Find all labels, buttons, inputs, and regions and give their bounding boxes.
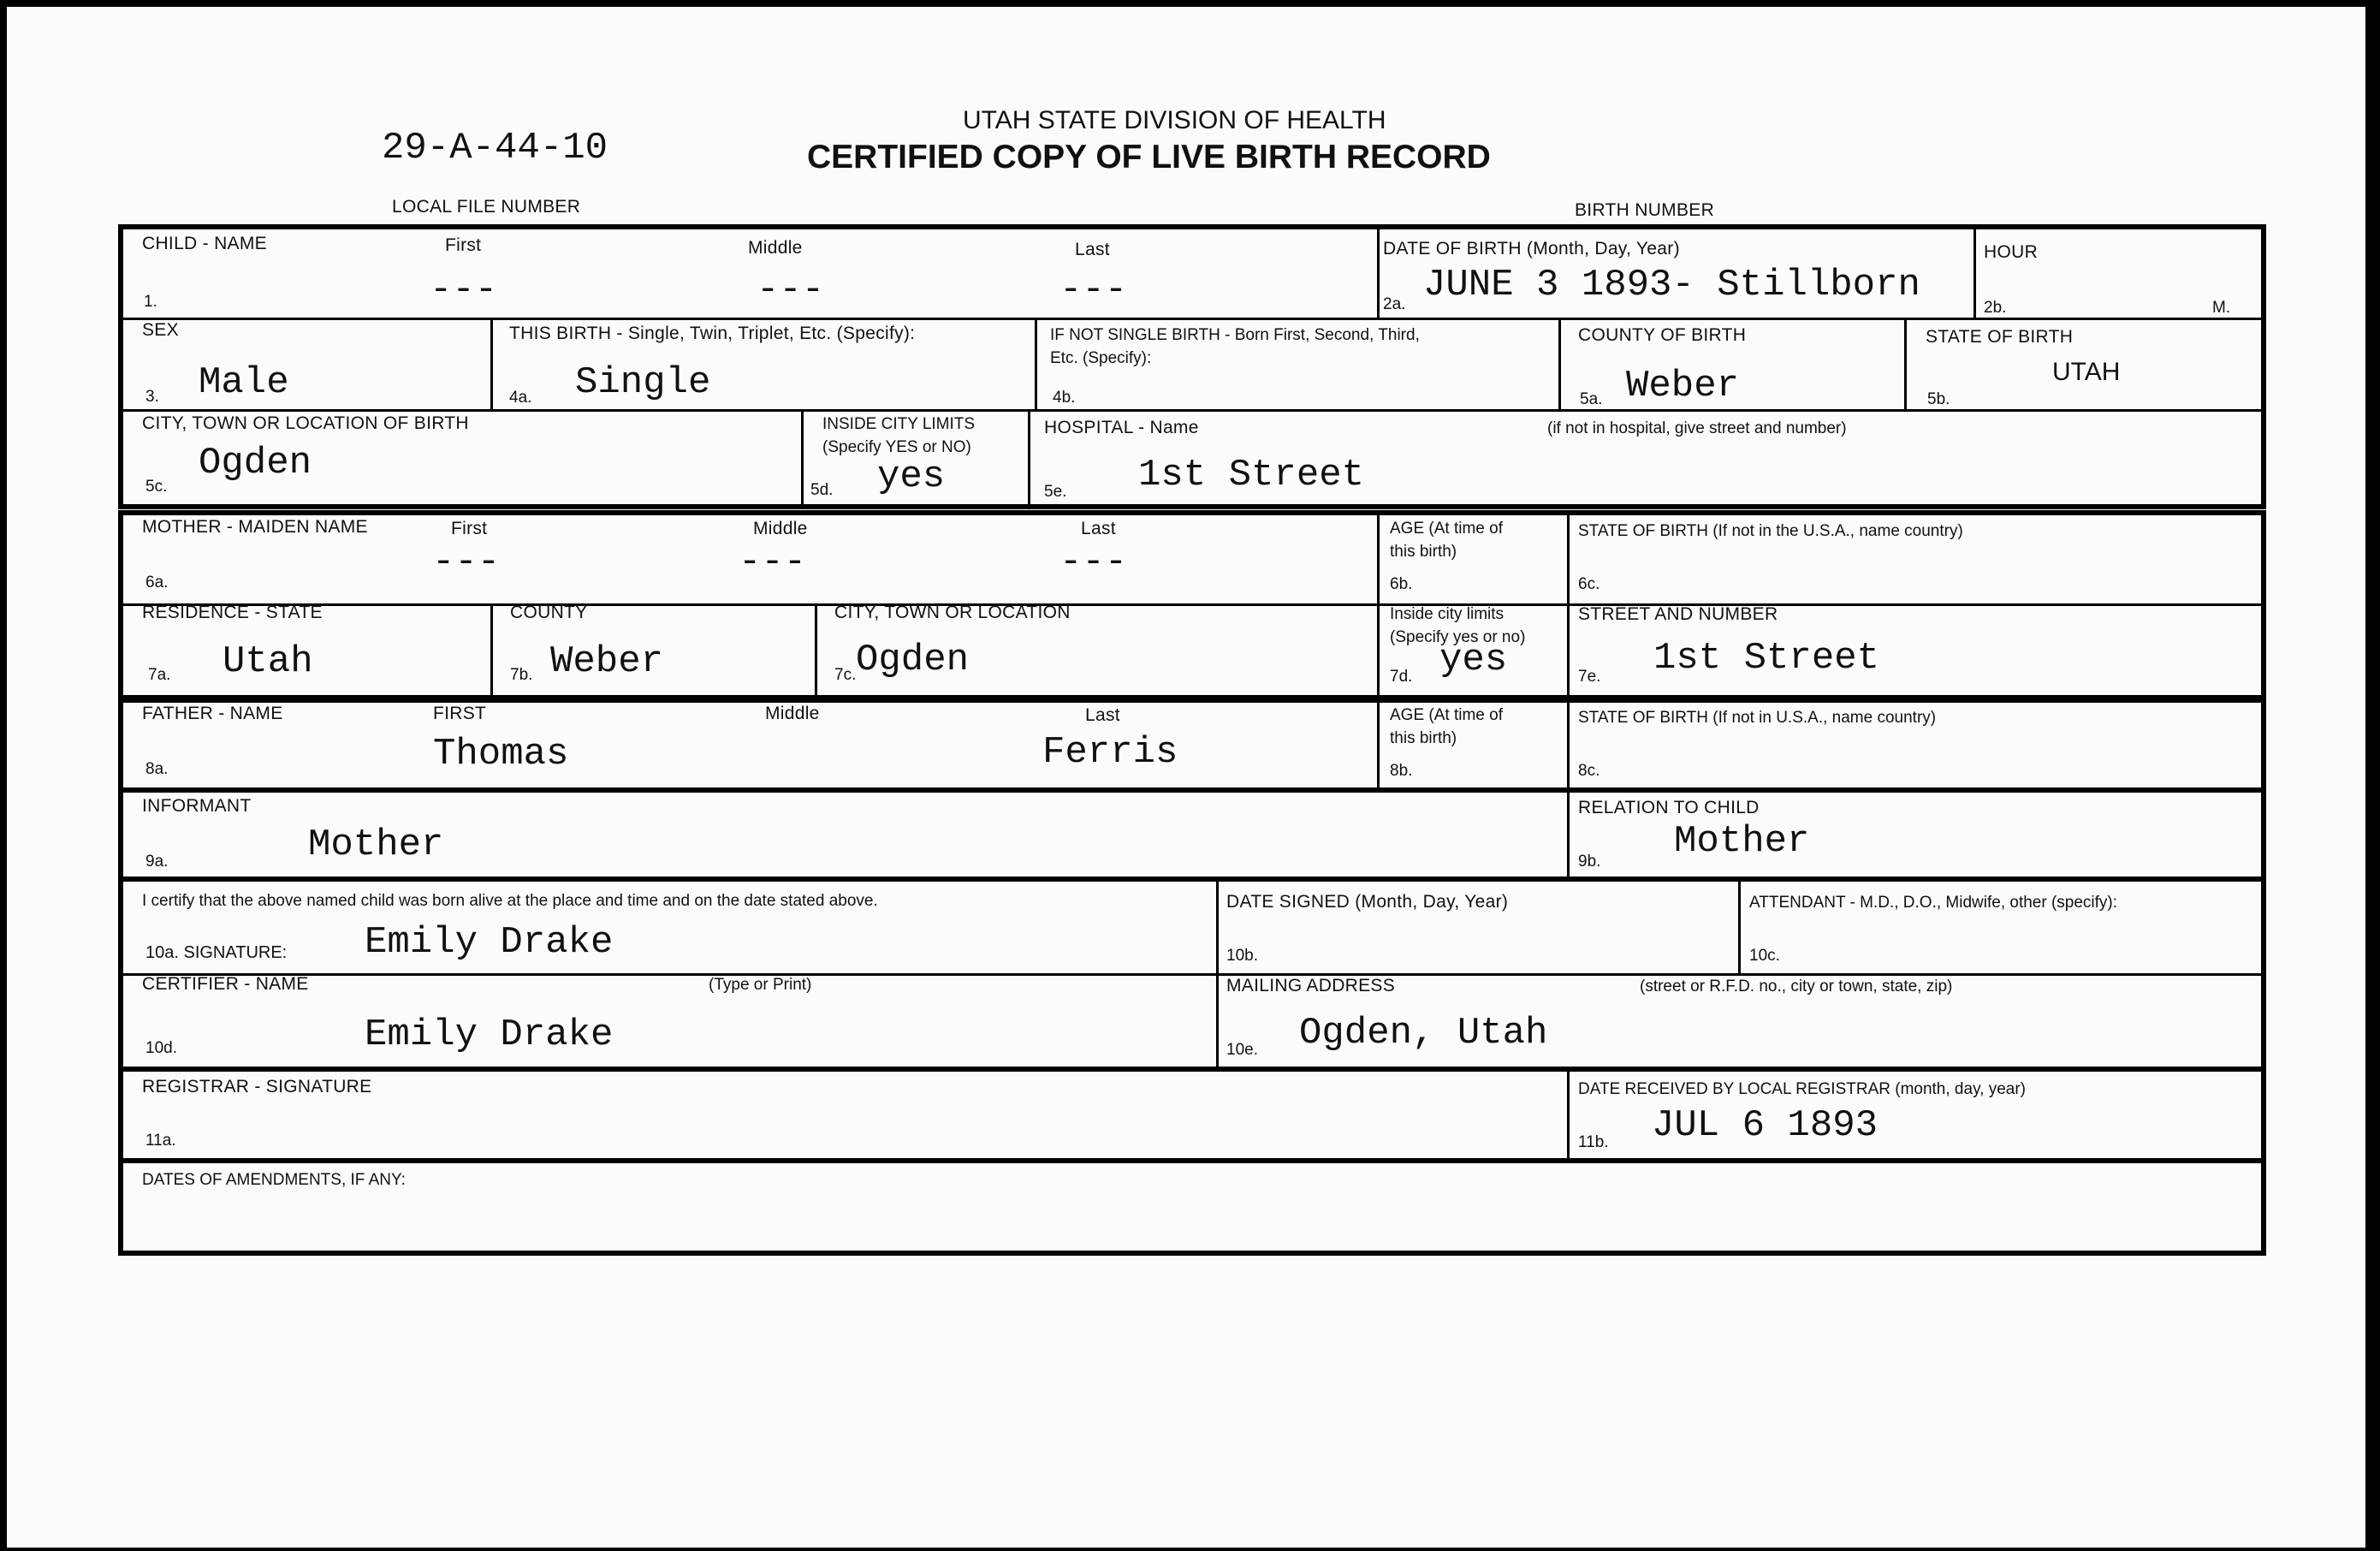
mother-name-label: MOTHER - MAIDEN NAME — [142, 517, 368, 537]
amendments-label: DATES OF AMENDMENTS, IF ANY: — [142, 1171, 406, 1189]
field-number: 8c. — [1578, 762, 1600, 780]
inside-city-limits-label-line: (Specify YES or NO) — [822, 438, 971, 456]
certification-statement: I certify that the above named child was born alive at the place and time and on the date stated above. — [142, 892, 878, 910]
father-state-of-birth-label: STATE OF BIRTH (If not in U.S.A., name country) — [1578, 709, 1937, 727]
mother-last-label: Last — [1081, 519, 1116, 538]
sex-label: SEX — [142, 320, 179, 340]
residence-county-value: Weber — [550, 640, 664, 683]
field-number: 5a. — [1580, 390, 1603, 408]
child-middle-name: --- — [757, 269, 825, 312]
mailing-address-value: Ogden, Utah — [1299, 1012, 1548, 1055]
mother-age-label — [1390, 517, 1503, 563]
local-file-number-label: LOCAL FILE NUMBER — [392, 197, 581, 217]
residence-state-label: RESIDENCE - STATE — [142, 603, 323, 622]
certifier-name-label: CERTIFIER - NAME — [142, 974, 309, 994]
field-number: 9a. — [145, 853, 169, 871]
registrar-signature-label: REGISTRAR - SIGNATURE — [142, 1077, 372, 1096]
mother-age-label-line: AGE (At time of — [1390, 520, 1503, 538]
field-number: 10b. — [1226, 947, 1258, 965]
father-name-label: FATHER - NAME — [142, 704, 283, 723]
field-number: 3. — [145, 388, 159, 406]
father-age-label — [1390, 704, 1503, 750]
field-number: 11b. — [1578, 1133, 1609, 1151]
city-of-birth-label: CITY, TOWN OR LOCATION OF BIRTH — [142, 413, 469, 433]
birth-order-label-line: Etc. (Specify): — [1050, 349, 1152, 367]
mother-state-of-birth-label: STATE OF BIRTH (If not in the U.S.A., name country) — [1578, 522, 1963, 540]
field-number: 8b. — [1390, 762, 1413, 780]
mother-first-label: First — [451, 519, 488, 538]
street-label: STREET AND NUMBER — [1578, 604, 1778, 624]
date-received-label: DATE RECEIVED BY LOCAL REGISTRAR (month, day, year) — [1578, 1080, 2027, 1098]
field-number: 5b. — [1927, 390, 1950, 408]
father-middle-label: Middle — [765, 704, 820, 723]
hospital-value: 1st Street — [1138, 454, 1365, 496]
date-signed-label: DATE SIGNED (Month, Day, Year) — [1226, 892, 1509, 912]
birth-order-label — [1050, 324, 1420, 370]
field-number: 6c. — [1578, 575, 1600, 593]
father-age-label-line: AGE (At time of — [1390, 706, 1503, 724]
field-number: 7b. — [510, 666, 533, 684]
field-number: 6a. — [145, 573, 169, 591]
child-last-label: Last — [1075, 240, 1110, 259]
field-number: 7c. — [834, 666, 857, 684]
field-number: 10e. — [1226, 1041, 1258, 1059]
field-number: 7a. — [148, 666, 171, 684]
child-middle-label: Middle — [748, 238, 803, 258]
father-age-label-line: this birth) — [1390, 729, 1457, 747]
plurality-label: THIS BIRTH - Single, Twin, Triplet, Etc. (Specify): — [509, 324, 916, 343]
mother-age-label-line: this birth) — [1390, 543, 1457, 561]
field-number: 5e. — [1044, 483, 1067, 501]
child-first-name: --- — [430, 269, 498, 312]
date-of-birth: JUNE 3 1893- Stillborn — [1423, 264, 1920, 306]
father-last-label: Last — [1085, 705, 1120, 725]
residence-limits-label-line: Inside city limits — [1390, 605, 1505, 623]
residence-city-value: Ogden — [856, 639, 970, 681]
document-page — [7, 7, 2365, 1548]
field-number: 9b. — [1578, 853, 1601, 871]
date-received-value: JUL 6 1893 — [1652, 1104, 1878, 1147]
relation-label: RELATION TO CHILD — [1578, 798, 1760, 817]
mother-last-name: --- — [1059, 541, 1128, 584]
field-number: 1. — [144, 293, 157, 311]
field-number: 7e. — [1578, 668, 1601, 686]
amendments-section — [118, 1158, 2266, 1256]
sex-value: Male — [199, 361, 289, 404]
mailing-address-note: (street or R.F.D. no., city or town, state, zip) — [1640, 978, 1953, 995]
field-number: 7d. — [1390, 668, 1413, 686]
informant-value: Mother — [308, 823, 444, 866]
inside-city-limits-value: yes — [877, 455, 946, 498]
state-of-birth-label: STATE OF BIRTH — [1926, 327, 2074, 347]
hour-label: HOUR — [1984, 242, 2039, 262]
inside-city-limits-label-line: INSIDE CITY LIMITS — [822, 415, 976, 433]
field-number: 8a. — [145, 760, 169, 778]
county-of-birth-label: COUNTY OF BIRTH — [1578, 325, 1747, 345]
residence-city-label: CITY, TOWN OR LOCATION — [834, 603, 1071, 622]
hour-meridiem: M. — [2212, 299, 2231, 317]
residence-state-value: Utah — [223, 640, 313, 683]
local-file-number-value: 29-A-44-10 — [382, 127, 608, 169]
field-number: 5c. — [145, 478, 168, 496]
relation-value: Mother — [1674, 820, 1810, 863]
mother-first-name: --- — [432, 541, 501, 584]
field-number: 4b. — [1053, 389, 1076, 407]
father-first-name: Thomas — [433, 733, 569, 776]
field-number: 4a. — [509, 389, 532, 407]
field-number: 5d. — [810, 481, 834, 499]
inside-city-limits-label — [822, 413, 975, 459]
hospital-note: (if not in hospital, give street and number) — [1547, 419, 1847, 437]
state-of-birth-value: UTAH — [2052, 358, 2121, 386]
birth-number-label: BIRTH NUMBER — [1575, 200, 1715, 220]
street-value: 1st Street — [1653, 637, 1880, 680]
informant-label: INFORMANT — [142, 796, 252, 816]
child-last-name: --- — [1059, 269, 1128, 312]
hospital-label: HOSPITAL - Name — [1044, 418, 1199, 437]
signature-label: 10a. SIGNATURE: — [145, 943, 288, 962]
residence-limits-value: yes — [1439, 639, 1508, 681]
child-first-label: First — [445, 235, 482, 255]
residence-limits-label-line: (Specify yes or no) — [1390, 628, 1526, 646]
birth-order-label-line: IF NOT SINGLE BIRTH - Born First, Second, Third, — [1050, 326, 1420, 344]
plurality-value: Single — [575, 361, 711, 404]
field-number: 10c. — [1749, 947, 1780, 965]
city-of-birth-value: Ogden — [199, 442, 312, 484]
certifier-name-value: Emily Drake — [365, 1013, 614, 1056]
residence-county-label: COUNTY — [510, 603, 588, 622]
agency-name: UTAH STATE DIVISION OF HEALTH — [963, 106, 1386, 134]
mailing-address-label: MAILING ADDRESS — [1226, 976, 1396, 995]
field-number: 2b. — [1984, 299, 2007, 317]
mother-middle-name: --- — [739, 541, 807, 584]
child-name-label: CHILD - NAME — [142, 234, 267, 253]
certifier-signature: Emily Drake — [365, 921, 614, 964]
father-first-label: FIRST — [433, 704, 487, 723]
type-or-print-label: (Type or Print) — [709, 976, 812, 994]
document-title: CERTIFIED COPY OF LIVE BIRTH RECORD — [807, 139, 1491, 175]
field-number: 10d. — [145, 1039, 177, 1057]
field-number: 11a. — [145, 1132, 176, 1150]
county-of-birth-value: Weber — [1626, 365, 1740, 407]
mother-middle-label: Middle — [753, 519, 808, 538]
dob-label: DATE OF BIRTH (Month, Day, Year) — [1383, 239, 1680, 258]
father-last-name: Ferris — [1042, 731, 1178, 774]
attendant-label: ATTENDANT - M.D., D.O., Midwife, other (specify): — [1749, 894, 2118, 912]
field-number: 2a. — [1383, 295, 1406, 313]
field-number: 6b. — [1390, 575, 1413, 593]
